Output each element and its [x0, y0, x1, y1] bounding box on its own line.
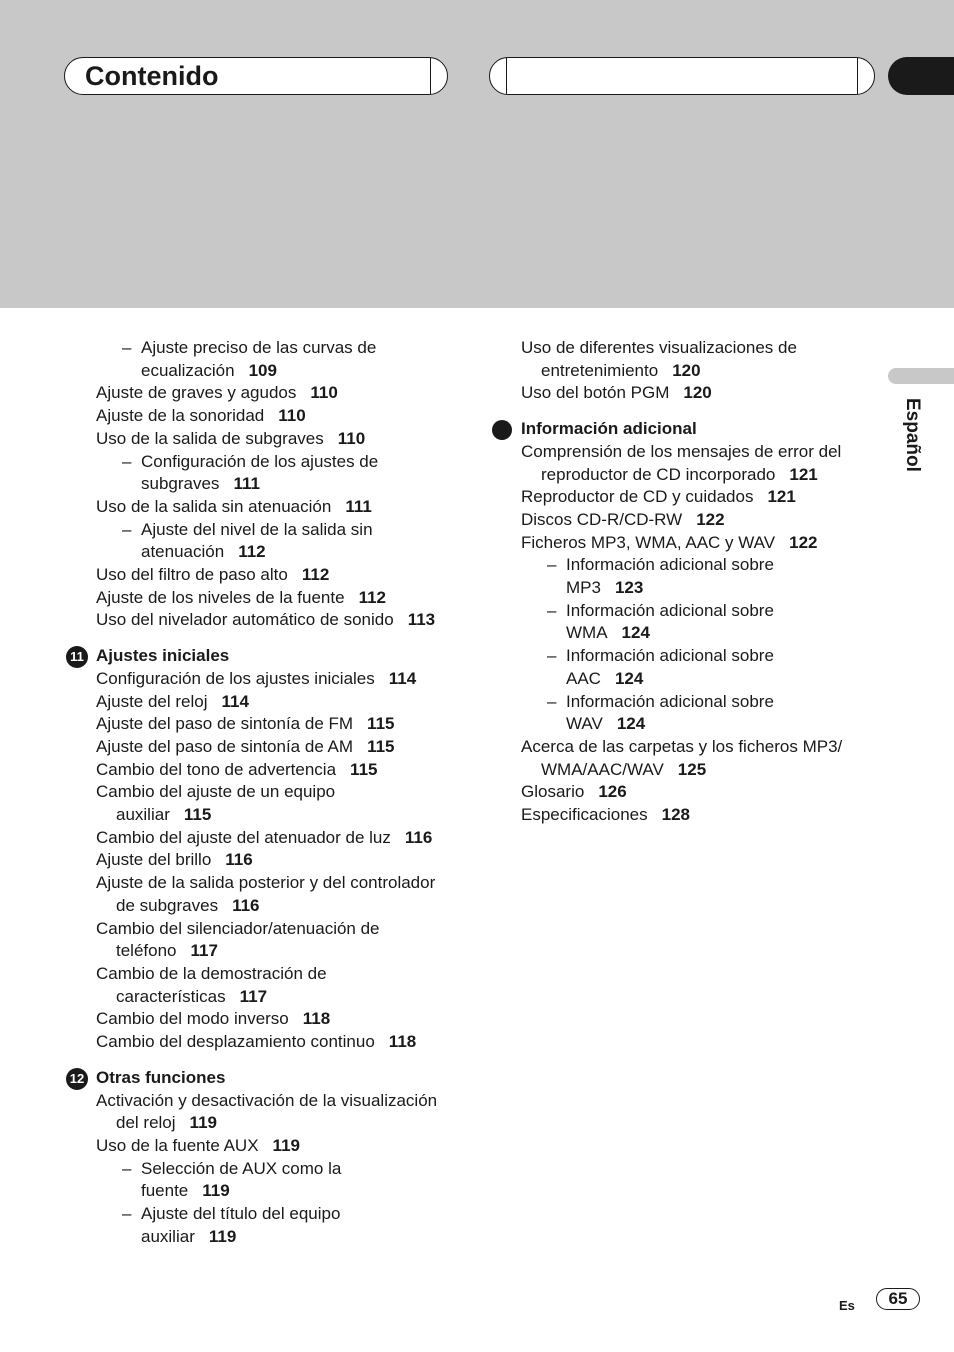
toc-entry-text: Ajuste del paso de sintonía de FM 115 [96, 714, 395, 734]
toc-entry-text: Ajuste del paso de sintonía de AM 115 [96, 736, 395, 756]
toc-entry[interactable] [96, 1008, 456, 1031]
section-12-badge: 12 [66, 1068, 88, 1090]
footer-lang-code: Es [839, 1298, 855, 1313]
toc-entry-text: Ajuste del nivel de la salida sin [141, 519, 373, 539]
toc-page-number: 119 [202, 1181, 230, 1201]
toc-left-column [69, 337, 456, 1248]
toc-entry-text: Ajuste de los niveles de la fuente 112 [96, 587, 386, 607]
toc-entry[interactable] [96, 428, 456, 451]
toc-subentry[interactable] [521, 600, 861, 645]
toc-page-number: 114 [388, 668, 417, 688]
toc-entry-text: Uso de la salida de subgraves 110 [96, 428, 366, 448]
toc-entry-text: Información adicional sobre [566, 600, 774, 620]
toc-entry-text: reproductor de CD incorporado 121 [541, 464, 818, 484]
toc-entry-text: Cambio del ajuste del atenuador de luz 116 [96, 827, 433, 847]
toc-page-number: 113 [407, 610, 436, 630]
right-box-divider-right [857, 58, 858, 94]
toc-page-number: 112 [358, 587, 386, 607]
toc-entry-text: Configuración de los ajustes de [141, 451, 379, 471]
toc-page-number: 112 [238, 542, 266, 562]
toc-entry-text: Información adicional sobre [566, 691, 774, 711]
dash-bullet: – [547, 555, 557, 575]
toc-entry-text: del reloj 119 [116, 1113, 217, 1133]
toc-entry-text: Uso del botón PGM 120 [521, 383, 712, 403]
toc-entry[interactable] [96, 849, 456, 872]
toc-page-number: 111 [233, 474, 260, 494]
dash-bullet: – [122, 1158, 132, 1178]
section-11-badge: 11 [66, 646, 88, 668]
toc-entry-text: entretenimiento 120 [541, 360, 701, 380]
toc-entry[interactable] [96, 827, 456, 850]
toc-entry[interactable] [96, 564, 456, 587]
toc-page-number: 118 [302, 1009, 331, 1029]
toc-entry[interactable] [521, 486, 861, 509]
toc-subentry[interactable] [521, 691, 861, 736]
toc-page-number: 122 [696, 509, 725, 529]
toc-page-number: 126 [598, 782, 627, 802]
section-11-items [96, 668, 456, 1054]
toc-entry[interactable] [96, 736, 456, 759]
toc-subentry[interactable] [96, 519, 456, 564]
toc-entry[interactable] [521, 337, 861, 382]
toc-page-number: 124 [614, 668, 644, 688]
section-13-badge [492, 420, 512, 440]
toc-entry-text: Reproductor de CD y cuidados 121 [521, 487, 796, 507]
toc-entry-text: teléfono 117 [116, 941, 218, 961]
toc-entry-text: Información adicional sobre [566, 646, 774, 666]
toc-entry-text: Comprensión de los mensajes de error del [521, 441, 842, 461]
toc-page-number: 115 [183, 805, 212, 825]
toc-page-number: 111 [345, 496, 372, 516]
toc-entry-text: atenuación 112 [141, 542, 266, 562]
toc-subentry[interactable] [96, 337, 456, 382]
dash-bullet: – [122, 338, 132, 357]
toc-right-column [521, 337, 861, 827]
toc-entry-text: Ajuste de graves y agudos 110 [96, 383, 338, 403]
toc-entry[interactable] [96, 691, 456, 714]
toc-entry-text: Cambio del silenciador/atenuación de [96, 918, 380, 938]
section-12-items [96, 1090, 456, 1249]
toc-entry-text: Uso de la salida sin atenuación 111 [96, 496, 372, 516]
toc-entry[interactable] [521, 441, 861, 486]
toc-entry-text: Ajuste preciso de las curvas de [141, 338, 377, 357]
toc-entry-text: Ajuste de la sonoridad 110 [96, 406, 306, 426]
page-title: Contenido [85, 61, 219, 91]
toc-page-number: 109 [248, 360, 277, 380]
dash-bullet: – [547, 600, 557, 620]
toc-entry-text: Cambio de la demostración de [96, 963, 327, 983]
toc-entry-text: Configuración de los ajustes iniciales 114 [96, 668, 417, 688]
toc-entry-text: Uso de diferentes visualizaciones de [521, 338, 797, 357]
toc-page-number: 124 [616, 714, 646, 734]
toc-entry-text: de subgraves 116 [116, 895, 260, 915]
toc-subentry[interactable] [96, 1203, 456, 1248]
toc-entry-text: Discos CD-R/CD-RW 122 [521, 509, 725, 529]
toc-entry[interactable] [96, 872, 456, 917]
toc-entry-text: Acerca de las carpetas y los ficheros MP3/ [521, 736, 843, 756]
toc-entry-text: WMA/AAC/WAV 125 [541, 759, 707, 779]
toc-subentry[interactable] [521, 554, 861, 599]
toc-page-number: 115 [350, 759, 378, 779]
toc-page-number: 128 [661, 805, 690, 825]
toc-entry[interactable] [521, 509, 861, 532]
toc-entry-text: Ficheros MP3, WMA, AAC y WAV 122 [521, 532, 818, 552]
title-box [64, 57, 448, 95]
language-tab-marker [888, 368, 954, 384]
toc-entry[interactable] [521, 532, 861, 555]
toc-page-number: 112 [301, 565, 330, 585]
section-13-heading[interactable] [521, 418, 861, 441]
toc-entry-text: Cambio del tono de advertencia 115 [96, 759, 378, 779]
toc-entry-text: Glosario 126 [521, 782, 627, 802]
toc-entry[interactable] [96, 587, 456, 610]
toc-entry-text: Cambio del ajuste de un equipo [96, 782, 336, 802]
toc-entry[interactable] [521, 781, 861, 804]
toc-left-items [96, 337, 456, 632]
section-11-title: Ajustes iniciales [96, 646, 230, 666]
toc-entry-text: WAV 124 [566, 714, 646, 734]
toc-page-number: 121 [789, 464, 818, 484]
toc-page-number: 119 [208, 1226, 237, 1246]
toc-page-number: 116 [232, 895, 260, 915]
toc-entry-text: características 117 [116, 986, 268, 1006]
toc-page-number: 115 [367, 736, 395, 756]
toc-entry[interactable] [96, 759, 456, 782]
toc-page-number: 125 [677, 759, 707, 779]
page-number: 65 [876, 1288, 920, 1310]
toc-page-number: 117 [190, 941, 218, 961]
toc-page-number: 120 [672, 360, 701, 380]
toc-page-number: 117 [239, 986, 268, 1006]
toc-page-number: 115 [367, 714, 395, 734]
toc-entry-text: MP3 123 [566, 578, 644, 598]
toc-entry-text: Información adicional sobre [566, 555, 774, 575]
toc-entry[interactable] [96, 1135, 456, 1158]
toc-entry-text: Selección de AUX como la [141, 1158, 342, 1178]
toc-page-number: 119 [189, 1113, 217, 1133]
right-box-divider-left [506, 58, 507, 94]
toc-entry[interactable] [96, 781, 456, 826]
section-12-heading[interactable] [69, 1067, 456, 1090]
toc-entry[interactable] [96, 668, 456, 691]
toc-entry[interactable] [96, 963, 456, 1008]
toc-page-number: 124 [621, 623, 650, 643]
toc-page-number: 110 [337, 428, 366, 448]
toc-entry-text: Especificaciones 128 [521, 805, 690, 825]
toc-right-items [521, 337, 861, 405]
section-12-title: Otras funciones [96, 1067, 226, 1087]
header-right-box [489, 57, 875, 95]
toc-entry-text: Uso de la fuente AUX 119 [96, 1135, 300, 1155]
toc-entry-text: Ajuste de la salida posterior y del controlador [96, 873, 436, 893]
title-box-divider [430, 58, 431, 94]
toc-entry[interactable] [96, 609, 456, 632]
toc-entry-text: auxiliar 119 [141, 1226, 237, 1246]
toc-page-number: 116 [225, 850, 253, 870]
language-tab-label: Español [902, 398, 923, 472]
section-11-heading[interactable] [70, 645, 456, 668]
toc-entry-text: fuente 119 [141, 1181, 230, 1201]
toc-entry[interactable] [521, 736, 861, 781]
toc-page-number: 116 [404, 827, 433, 847]
toc-entry-text: Ajuste del título del equipo [141, 1204, 341, 1224]
toc-entry[interactable] [96, 918, 456, 963]
toc-entry[interactable] [96, 496, 456, 519]
toc-entry[interactable] [96, 405, 456, 428]
toc-page-number: 123 [614, 578, 644, 598]
dash-bullet: – [547, 691, 557, 711]
toc-entry-text: Activación y desactivación de la visualización [96, 1090, 438, 1110]
dash-bullet: – [122, 1204, 132, 1224]
toc-entry[interactable] [96, 1031, 456, 1054]
toc-page-number: 118 [388, 1032, 417, 1052]
toc-entry[interactable] [521, 382, 861, 405]
toc-page-number: 114 [221, 691, 249, 711]
toc-page-number: 122 [789, 532, 818, 552]
toc-entry-text: Uso del nivelador automático de sonido 113 [96, 610, 436, 630]
toc-subentry[interactable] [96, 451, 456, 496]
section-13-title: Información adicional [521, 419, 697, 439]
toc-entry[interactable] [96, 382, 456, 405]
header-band [0, 0, 954, 308]
toc-entry-text: subgraves 111 [141, 474, 260, 494]
dash-bullet: – [547, 646, 557, 666]
toc-subentry[interactable] [96, 1158, 456, 1203]
toc-subentry[interactable] [521, 645, 861, 690]
toc-page-number: 110 [310, 383, 338, 403]
toc-page-number: 119 [272, 1135, 300, 1155]
toc-entry-text: Cambio del modo inverso 118 [96, 1009, 331, 1029]
toc-entry-text: auxiliar 115 [116, 805, 212, 825]
toc-page-number: 121 [767, 487, 796, 507]
toc-entry-text: WMA 124 [566, 623, 650, 643]
toc-page-number: 110 [278, 406, 306, 426]
toc-entry-text: Ajuste del reloj 114 [96, 691, 249, 711]
dash-bullet: – [122, 451, 132, 471]
toc-entry-text: ecualización 109 [141, 360, 277, 380]
toc-entry-text: Ajuste del brillo 116 [96, 850, 253, 870]
toc-entry[interactable] [96, 713, 456, 736]
section-tab-marker [888, 57, 954, 95]
toc-entry-text: Uso del filtro de paso alto 112 [96, 565, 330, 585]
toc-entry[interactable] [96, 1090, 456, 1135]
dash-bullet: – [122, 519, 132, 539]
toc-entry[interactable] [521, 804, 861, 827]
toc-entry-text: Cambio del desplazamiento continuo 118 [96, 1032, 417, 1052]
section-13-items [521, 441, 861, 827]
toc-entry-text: AAC 124 [566, 668, 644, 688]
toc-page-number: 120 [683, 383, 712, 403]
